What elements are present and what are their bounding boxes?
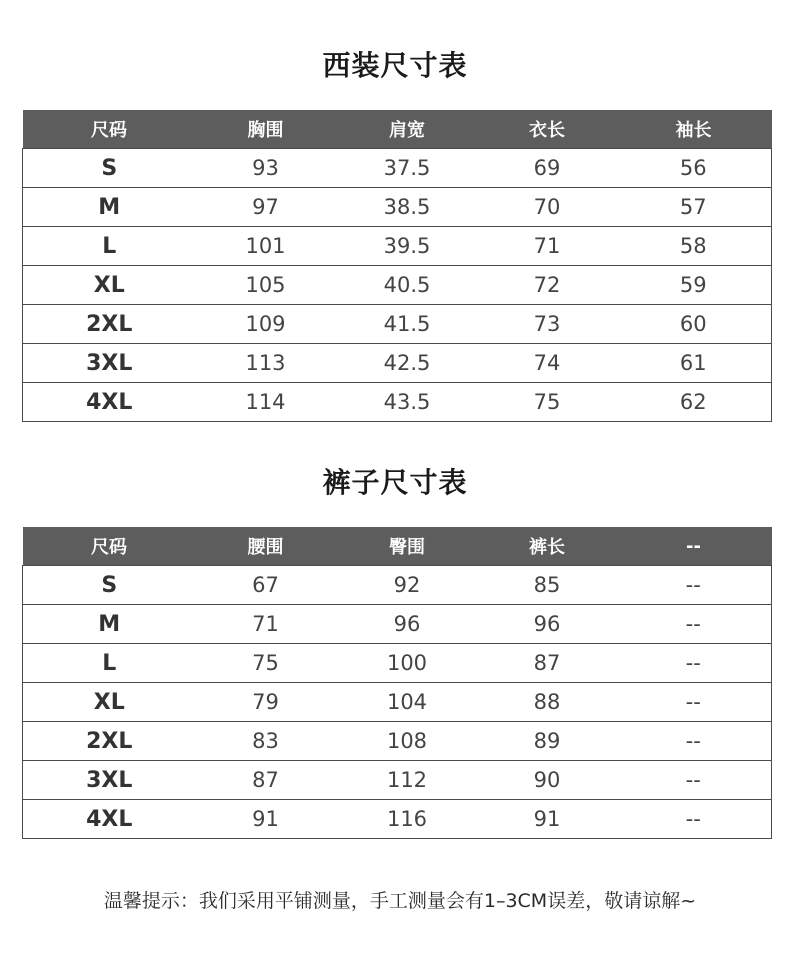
length-cell: 69 <box>533 156 561 180</box>
size-cell: 4XL <box>23 383 196 422</box>
hip-cell: 100 <box>336 644 479 683</box>
size-cell: 2XL <box>23 722 196 761</box>
suit-size-chart-title: 西装尺寸表 <box>322 49 468 82</box>
pants-length-cell: 85 <box>533 573 561 597</box>
table-row <box>23 722 772 761</box>
table-row <box>23 566 772 605</box>
size-cell: 4XL <box>23 800 196 839</box>
shoulder-cell: 38.5 <box>336 188 479 227</box>
table-row <box>23 683 772 722</box>
table-row <box>23 383 772 422</box>
size-cell: M <box>23 188 196 227</box>
hip-cell: 96 <box>336 605 479 644</box>
empty-cell: -- <box>616 683 772 722</box>
table-row <box>23 227 772 266</box>
waist-cell: 67 <box>252 573 279 597</box>
length-cell: 70 <box>479 188 616 227</box>
header-cell-empty: -- <box>616 527 772 566</box>
chest-cell: 109 <box>196 305 336 344</box>
hip-cell: 92 <box>393 573 421 597</box>
size-cell: S <box>101 572 118 598</box>
size-cell: S <box>101 155 118 181</box>
shoulder-cell: 43.5 <box>336 383 479 422</box>
hip-cell: 108 <box>336 722 479 761</box>
header-row <box>23 527 772 566</box>
pants-table-body <box>23 566 772 839</box>
pants-size-table <box>22 527 772 839</box>
sleeve-cell: 61 <box>616 344 772 383</box>
size-cell: L <box>23 227 196 266</box>
length-cell: 72 <box>479 266 616 305</box>
table-row <box>23 344 772 383</box>
header-cell-sleeve: 袖长 <box>616 110 772 149</box>
chest-cell: 93 <box>252 156 279 180</box>
measurement-note: 温馨提示：我们采用平铺测量，手工测量会有1–3CM误差，敬请谅解~ <box>103 890 697 912</box>
shoulder-cell: 40.5 <box>336 266 479 305</box>
chest-cell: 105 <box>196 266 336 305</box>
waist-cell: 83 <box>196 722 336 761</box>
hip-cell: 104 <box>336 683 479 722</box>
suit-table-body <box>23 149 772 422</box>
table-row <box>23 800 772 839</box>
hip-cell: 116 <box>336 800 479 839</box>
size-cell: XL <box>23 266 196 305</box>
empty-cell: -- <box>616 722 772 761</box>
header-cell-chest: 胸围 <box>196 110 336 149</box>
size-cell: 3XL <box>23 344 196 383</box>
header-cell-shoulder: 肩宽 <box>336 110 479 149</box>
table-row <box>23 188 772 227</box>
size-cell: L <box>23 644 196 683</box>
pants-length-cell: 90 <box>479 761 616 800</box>
sleeve-cell: 57 <box>616 188 772 227</box>
table-row <box>23 149 772 188</box>
shoulder-cell: 42.5 <box>336 344 479 383</box>
pants-length-cell: 88 <box>479 683 616 722</box>
suit-size-table <box>22 110 772 422</box>
header-cell-size: 尺码 <box>23 527 196 566</box>
chest-cell: 114 <box>196 383 336 422</box>
sleeve-cell: 62 <box>616 383 772 422</box>
length-cell: 75 <box>479 383 616 422</box>
table-row <box>23 761 772 800</box>
suit-table-header <box>23 110 772 149</box>
waist-cell: 87 <box>196 761 336 800</box>
shoulder-cell: 41.5 <box>336 305 479 344</box>
pants-table-header <box>23 527 772 566</box>
table-row <box>23 644 772 683</box>
empty-cell: -- <box>616 644 772 683</box>
table-row <box>23 305 772 344</box>
length-cell: 73 <box>479 305 616 344</box>
sleeve-cell: 56 <box>679 156 707 180</box>
table-row <box>23 266 772 305</box>
size-cell: 2XL <box>23 305 196 344</box>
sleeve-cell: 59 <box>616 266 772 305</box>
shoulder-cell: 37.5 <box>383 156 431 180</box>
pants-size-chart-title: 裤子尺寸表 <box>322 466 468 499</box>
pants-length-cell: 87 <box>479 644 616 683</box>
header-row <box>23 110 772 149</box>
header-cell-length: 衣长 <box>479 110 616 149</box>
header-cell-waist: 腰围 <box>196 527 336 566</box>
size-cell: 3XL <box>23 761 196 800</box>
pants-length-cell: 96 <box>479 605 616 644</box>
waist-cell: 79 <box>196 683 336 722</box>
table-row <box>23 605 772 644</box>
empty-cell: -- <box>616 761 772 800</box>
header-cell-hip: 臀围 <box>336 527 479 566</box>
sleeve-cell: 60 <box>616 305 772 344</box>
empty-cell: -- <box>616 800 772 839</box>
hip-cell: 112 <box>336 761 479 800</box>
header-cell-size: 尺码 <box>23 110 196 149</box>
pants-length-cell: 91 <box>479 800 616 839</box>
length-cell: 71 <box>479 227 616 266</box>
shoulder-cell: 39.5 <box>336 227 479 266</box>
waist-cell: 75 <box>196 644 336 683</box>
pants-length-cell: 89 <box>479 722 616 761</box>
empty-cell: -- <box>685 573 701 597</box>
length-cell: 74 <box>479 344 616 383</box>
empty-cell: -- <box>616 605 772 644</box>
chest-cell: 97 <box>196 188 336 227</box>
waist-cell: 91 <box>196 800 336 839</box>
size-cell: XL <box>23 683 196 722</box>
header-cell-pants-length: 裤长 <box>479 527 616 566</box>
sleeve-cell: 58 <box>616 227 772 266</box>
waist-cell: 71 <box>196 605 336 644</box>
chest-cell: 113 <box>196 344 336 383</box>
chest-cell: 101 <box>196 227 336 266</box>
size-cell: M <box>23 605 196 644</box>
